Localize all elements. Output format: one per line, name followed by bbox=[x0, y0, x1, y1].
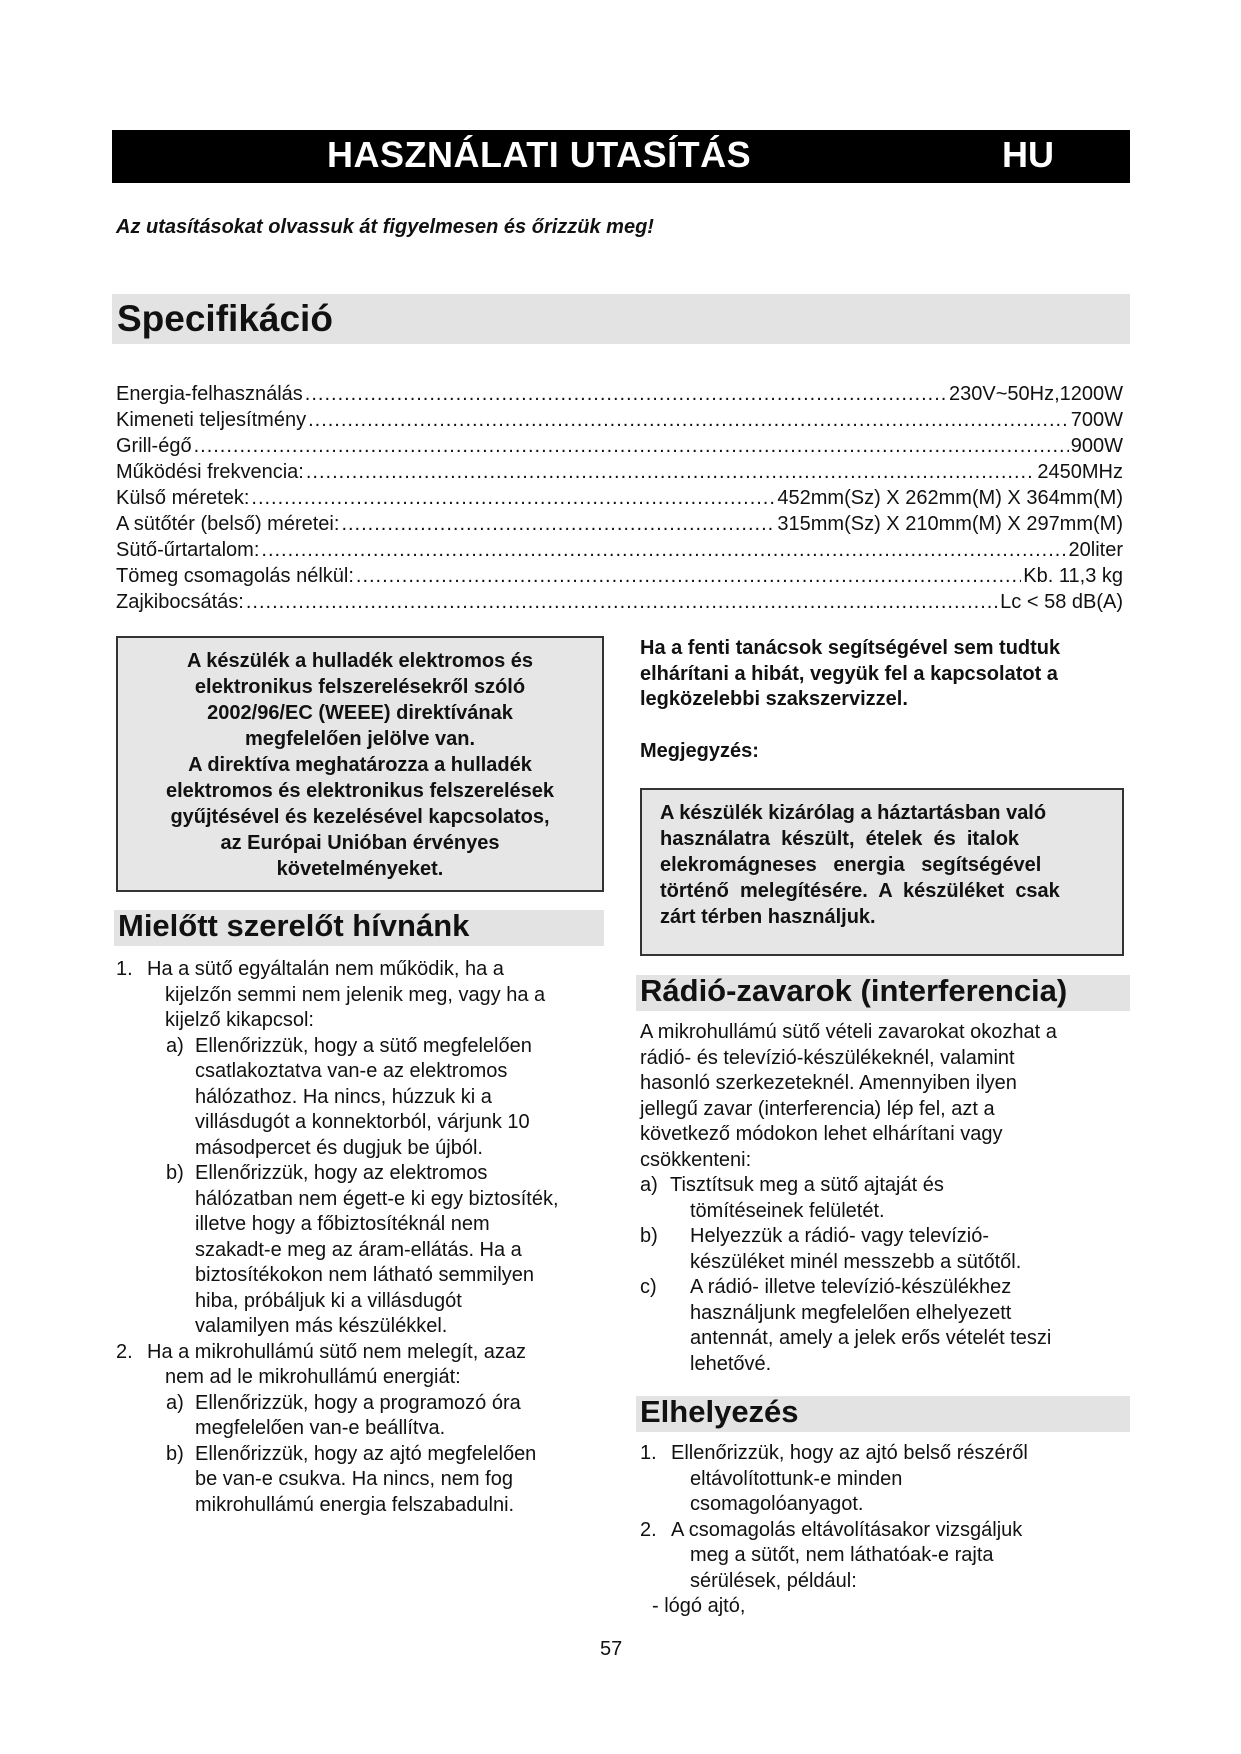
sub-list-label: a) bbox=[640, 1174, 658, 1196]
spec-row bbox=[116, 460, 1123, 484]
list-item bbox=[640, 1518, 1130, 1595]
spec-label: Sütő-űrtartalom: bbox=[116, 539, 260, 561]
text-line: Tisztítsuk meg a sütő ajtaját és bbox=[670, 1174, 944, 1196]
spec-row bbox=[116, 382, 1123, 406]
text-line: kijelzőn semmi nem jelenik meg, vagy ha a bbox=[165, 983, 546, 1006]
text-line: antennát, amely a jelek erős vételét teszi bbox=[690, 1327, 1052, 1349]
sub-list-label: c) bbox=[640, 1276, 657, 1298]
spec-label: Zajkibocsátás: bbox=[116, 591, 244, 613]
sub-list-item bbox=[116, 1161, 606, 1340]
sub-list-label: a) bbox=[166, 1391, 184, 1414]
weee-line: az Európai Unióban érvényes bbox=[220, 832, 500, 854]
weee-line: A készülék a hulladék elektromos és bbox=[186, 650, 534, 672]
text-line: Helyezzük a rádió- vagy televízió- bbox=[690, 1225, 990, 1247]
note-line: használatra készült, ételek és italok bbox=[660, 828, 1020, 850]
sub-list-item bbox=[640, 1173, 1130, 1224]
list-item bbox=[116, 1340, 606, 1519]
list-item bbox=[116, 957, 606, 1340]
spec-leader bbox=[308, 408, 1069, 432]
list-number: 2. bbox=[640, 1518, 657, 1541]
weee-line: követelményeket. bbox=[276, 858, 444, 880]
weee-line: A direktíva meghatározza a hulladék bbox=[188, 754, 532, 776]
note-label: Megjegyzés: bbox=[640, 740, 759, 762]
text-line: sérülések, például: bbox=[690, 1569, 857, 1592]
sub-list-item bbox=[116, 1391, 606, 1442]
spec-leader bbox=[194, 434, 1069, 458]
placement-title: Elhelyezés bbox=[640, 1394, 799, 1429]
text-line: A mikrohullámú sütő vételi zavarokat okozhat a bbox=[640, 1021, 1057, 1043]
note-line: elekromágneses energia segítségével bbox=[660, 854, 1042, 876]
header-bar bbox=[112, 130, 1130, 183]
spec-value: 2450MHz bbox=[1037, 461, 1123, 483]
language-code: HU bbox=[1002, 134, 1054, 175]
text-line: mikrohullámú energia felszabadulni. bbox=[195, 1493, 515, 1516]
text-line: hálózathoz. Ha nincs, húzzuk ki a bbox=[195, 1085, 492, 1108]
weee-line: elektronikus felszerelésekről szóló bbox=[194, 676, 526, 698]
text-line: Ha a mikrohullámú sütő nem melegít, azaz bbox=[147, 1340, 527, 1363]
text-line: illetve hogy a főbiztosítéknál nem bbox=[195, 1213, 490, 1235]
sub-list-item bbox=[116, 1442, 606, 1519]
weee-line: elektromos és elektronikus felszerelések bbox=[166, 780, 554, 802]
spec-leader bbox=[356, 564, 1021, 588]
text-line: kijelző kikapcsol: bbox=[165, 1009, 314, 1031]
spec-section-bar bbox=[112, 294, 1130, 344]
before-service-title: Mielőtt szerelőt hívnánk bbox=[118, 908, 470, 943]
radio-text bbox=[640, 1020, 1130, 1377]
spec-row bbox=[116, 486, 1123, 510]
placement-list bbox=[640, 1441, 1130, 1620]
spec-value: 20liter bbox=[1068, 539, 1123, 561]
text-line: meg a sütőt, nem láthatóak-e rajta bbox=[690, 1544, 994, 1566]
sub-list-label: b) bbox=[166, 1442, 184, 1465]
sub-list-item bbox=[640, 1275, 1130, 1377]
spec-value: 900W bbox=[1070, 435, 1123, 457]
list-number: 2. bbox=[116, 1340, 133, 1363]
spec-value: 700W bbox=[1070, 409, 1123, 431]
spec-label: Külső méretek: bbox=[116, 487, 250, 509]
spec-leader bbox=[306, 460, 1036, 484]
weee-notice-box bbox=[116, 636, 604, 892]
note-line: A készülék kizárólag a háztartásban való bbox=[660, 802, 1047, 824]
text-line: jellegű zavar (interferencia) lép fel, azt a bbox=[640, 1097, 995, 1120]
text-line: Ha a sütő egyáltalán nem működik, ha a bbox=[147, 958, 504, 980]
spec-row bbox=[116, 512, 1123, 536]
text-line: villásdugót a konnektorból, várjunk 10 bbox=[195, 1111, 530, 1133]
sub-list-item bbox=[116, 1034, 606, 1162]
spec-row bbox=[116, 434, 1123, 458]
text-line: használjunk megfelelően elhelyezett bbox=[690, 1301, 1012, 1324]
placement-section-bar bbox=[636, 1396, 1130, 1432]
before-service-section-bar bbox=[114, 910, 604, 946]
list-number: 1. bbox=[116, 958, 133, 980]
text-line: csatlakoztatva van-e az elektromos bbox=[195, 1060, 508, 1082]
page-title: HASZNÁLATI UTASÍTÁS bbox=[327, 134, 752, 175]
spec-row bbox=[116, 590, 1123, 614]
spec-label: A sütőtér (belső) méretei: bbox=[116, 513, 340, 535]
spec-row bbox=[116, 408, 1123, 432]
text-line: tömítéseinek felületét. bbox=[690, 1199, 885, 1222]
spec-value: Kb. 11,3 kg bbox=[1023, 565, 1123, 587]
list-item bbox=[640, 1441, 1130, 1518]
text-line: rádió- és televízió-készülékeknél, valamint bbox=[640, 1046, 1015, 1069]
text-line: Ellenőrizzük, hogy a sütő megfelelően bbox=[195, 1034, 532, 1057]
spec-leader bbox=[305, 382, 947, 406]
text-line: csomagolóanyagot. bbox=[690, 1493, 864, 1515]
spec-value: 452mm(Sz) X 262mm(M) X 364mm(M) bbox=[777, 487, 1123, 509]
radio-section-bar bbox=[636, 975, 1130, 1011]
text-line: Ellenőrizzük, hogy a programozó óra bbox=[195, 1391, 521, 1414]
before-service-list bbox=[116, 957, 606, 1518]
text-line: valamilyen más készülékkel. bbox=[195, 1315, 448, 1337]
text-line: megfelelően van-e beállítva. bbox=[195, 1417, 446, 1439]
spec-value: 230V~50Hz,1200W bbox=[948, 383, 1123, 405]
spec-label: Grill-égő bbox=[116, 435, 192, 457]
note-box bbox=[640, 788, 1124, 956]
text-line: A csomagolás eltávolításakor vizsgáljuk bbox=[671, 1518, 1023, 1541]
text-line: Ha a fenti tanácsok segítségével sem tudtuk bbox=[640, 637, 1061, 659]
text-line: eltávolítottunk-e minden bbox=[690, 1467, 903, 1490]
subtitle: Az utasításokat olvassuk át figyelmesen és őrizzük meg! bbox=[116, 216, 654, 238]
sub-list-label: a) bbox=[166, 1034, 184, 1057]
sub-list-item bbox=[640, 1224, 1130, 1275]
text-line: elhárítani a hibát, vegyük fel a kapcsolatot a bbox=[640, 662, 1058, 685]
sub-list-label: b) bbox=[640, 1225, 658, 1247]
contact-service-text bbox=[640, 636, 1130, 713]
text-line: Ellenőrizzük, hogy az elektromos bbox=[195, 1162, 488, 1184]
text-line: másodpercet és dugjuk be újból. bbox=[195, 1136, 483, 1159]
text-line: hasonló szerkezeteknél. Amennyiben ilyen bbox=[640, 1072, 1017, 1094]
spec-label: Kimeneti teljesítmény bbox=[116, 409, 307, 431]
note-line: zárt térben használjuk. bbox=[660, 906, 876, 928]
spec-leader bbox=[261, 538, 1066, 562]
spec-value: Lc < 58 dB(A) bbox=[1000, 591, 1123, 613]
spec-label: Energia-felhasználás bbox=[116, 383, 303, 405]
spec-row bbox=[116, 564, 1123, 588]
text-line: hálózatban nem égett-e ki egy biztosíték, bbox=[195, 1187, 559, 1210]
spec-leader bbox=[341, 512, 775, 536]
note-line: történő melegítésére. A készüléket csak bbox=[660, 880, 1060, 902]
list-number: 1. bbox=[640, 1442, 657, 1464]
spec-title: Specifikáció bbox=[117, 298, 333, 339]
text-line: be van-e csukva. Ha nincs, nem fog bbox=[195, 1468, 513, 1490]
text-line: készüléket minél messzebb a sütőtől. bbox=[690, 1250, 1022, 1273]
spec-leader bbox=[246, 590, 998, 614]
text-line: legközelebbi szakszervizzel. bbox=[640, 688, 908, 710]
spec-leader bbox=[251, 486, 775, 510]
text-line: lehetővé. bbox=[690, 1352, 772, 1375]
text-line: következő módokon lehet elhárítani vagy bbox=[640, 1123, 1003, 1145]
spec-label: Tömeg csomagolás nélkül: bbox=[116, 565, 354, 587]
text-line: biztosítékokon nem látható semmilyen bbox=[195, 1264, 535, 1286]
dash-item: - lógó ajtó, bbox=[652, 1595, 746, 1617]
sub-list-label: b) bbox=[166, 1162, 184, 1184]
spec-value: 315mm(Sz) X 210mm(M) X 297mm(M) bbox=[777, 513, 1123, 535]
text-line: szakadt-e meg az áram-ellátás. Ha a bbox=[195, 1238, 522, 1261]
weee-line: gyűjtésével és kezelésével kapcsolatos, bbox=[170, 806, 550, 828]
weee-line: 2002/96/EC (WEEE) direktívának bbox=[207, 702, 513, 724]
text-line: Ellenőrizzük, hogy az ajtó megfelelően bbox=[195, 1442, 537, 1465]
spec-label: Működési frekvencia: bbox=[116, 461, 304, 483]
spec-row bbox=[116, 538, 1123, 562]
text-line: hiba, próbáljuk ki a villásdugót bbox=[195, 1289, 462, 1312]
text-line: csökkenteni: bbox=[640, 1148, 752, 1171]
text-line: A rádió- illetve televízió-készülékhez bbox=[690, 1276, 1012, 1298]
radio-title: Rádió-zavarok (interferencia) bbox=[640, 973, 1068, 1008]
text-line: Ellenőrizzük, hogy az ajtó belső részéről bbox=[671, 1442, 1028, 1464]
text-line: nem ad le mikrohullámú energiát: bbox=[165, 1366, 461, 1388]
weee-line: megfelelően jelölve van. bbox=[244, 728, 476, 750]
page-number: 57 bbox=[600, 1638, 623, 1660]
